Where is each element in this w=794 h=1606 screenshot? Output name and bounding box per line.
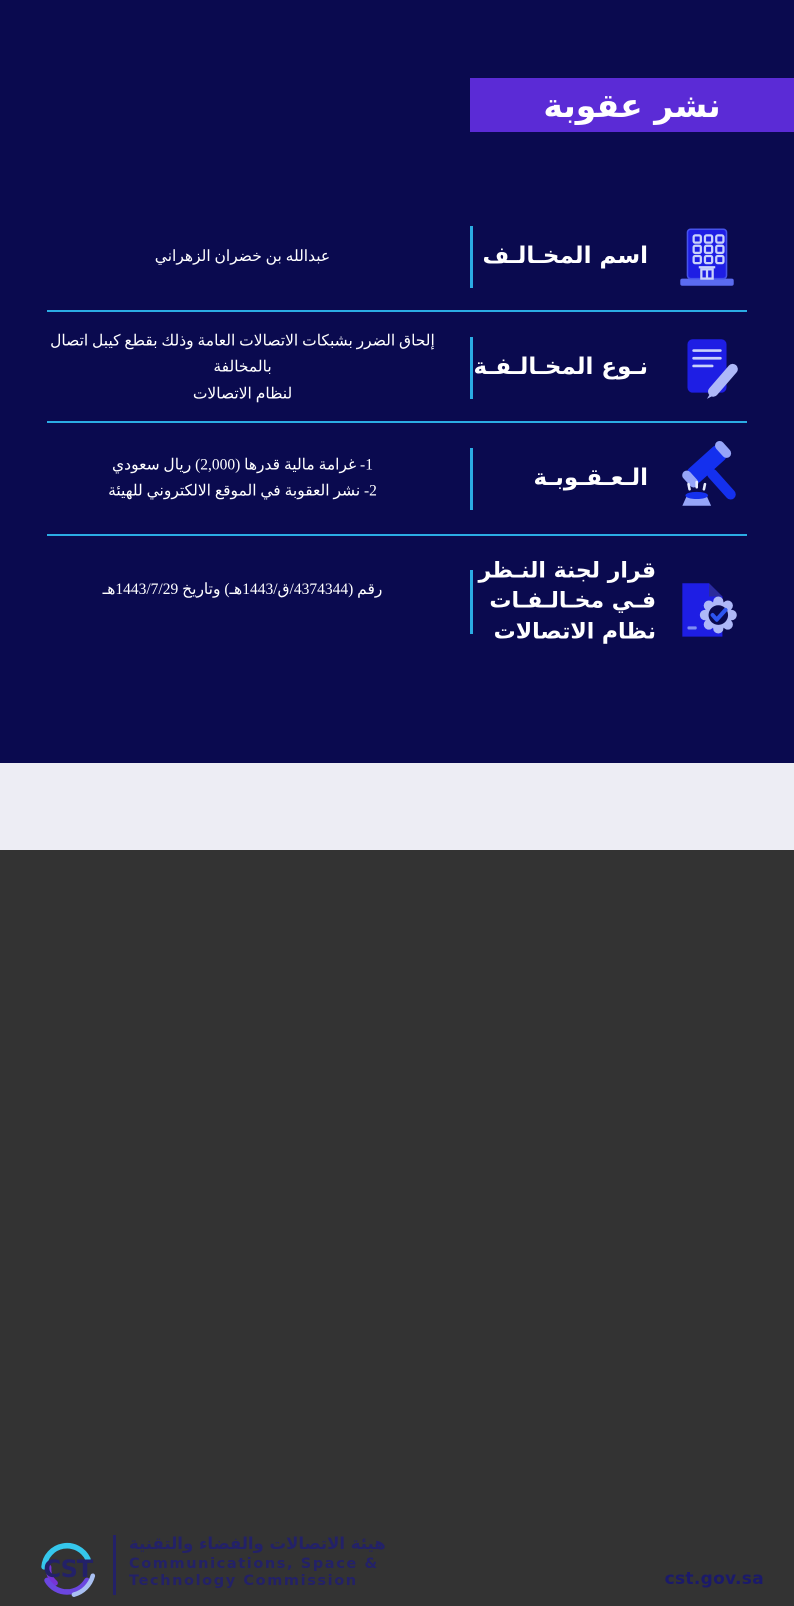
gavel-icon [670, 442, 744, 516]
cst-logo [28, 1532, 106, 1602]
violation-document-icon [670, 331, 744, 405]
row-value [25, 453, 460, 506]
row-value [25, 244, 460, 270]
row-value-line: رقم (4374344/ق/1443هـ) وتاريخ 1443/7/29هـ [102, 580, 383, 598]
row-label [483, 241, 648, 273]
row-vertical-divider [470, 448, 473, 510]
row-label-line: نظام الاتصالات [493, 619, 656, 645]
row-label [479, 556, 656, 647]
row-label [473, 352, 648, 384]
row-label-line: اسم المخـالـف [482, 243, 648, 270]
banner [470, 78, 794, 132]
row-label-line: الـعـقـوبـة [533, 465, 648, 492]
row-value-line: 2- نشر العقوبة في الموقع الالكتروني للهيئة [108, 483, 377, 500]
row-value-line: 1- غرامة مالية قدرها (2,000) ريال سعودي [112, 456, 373, 474]
row-vertical-divider [470, 337, 473, 399]
building-icon [670, 220, 744, 294]
footer [0, 763, 794, 1589]
cst-logo-text: CST [43, 1555, 93, 1584]
org-name-arabic: هيئة الاتصالات والفضاء والتقنية [129, 1534, 386, 1553]
row-divider [47, 421, 747, 423]
row-label-line: فـي مخـالـفـات [489, 588, 656, 614]
row-label-line: قرار لجنة النـظر [478, 558, 656, 584]
footer-logo-divider [113, 1535, 116, 1595]
website-link[interactable]: cst.gov.sa [664, 1569, 764, 1589]
row-label-line: نـوع المخـالـفـة [473, 354, 648, 381]
org-name-english-line: Technology Commission [129, 1572, 358, 1589]
row-divider [47, 534, 747, 536]
row-committee-decision [0, 556, 794, 656]
row-violator-name [0, 212, 794, 302]
row-value-line: عبدالله بن خضران الزهراني [154, 247, 331, 265]
row-value-line: إلحاق الضرر بشبكات الاتصالات العامة وذلك بقطع كيبل اتصال بالمخالفة [50, 332, 435, 376]
footer-org-names [129, 1534, 386, 1589]
row-penalty [0, 434, 794, 524]
row-violation-type [0, 323, 794, 413]
decision-seal-icon [670, 576, 744, 650]
row-divider [47, 310, 747, 312]
banner-title: نشر عقوبة [543, 85, 721, 125]
row-value [25, 328, 460, 407]
org-name-english [129, 1556, 386, 1589]
row-value-line: لنظام الاتصالات [192, 385, 293, 403]
row-vertical-divider [470, 570, 473, 634]
row-label [533, 463, 648, 495]
row-vertical-divider [470, 226, 473, 288]
org-name-english-line: Communications, Space & [129, 1556, 379, 1572]
row-value [25, 577, 460, 603]
